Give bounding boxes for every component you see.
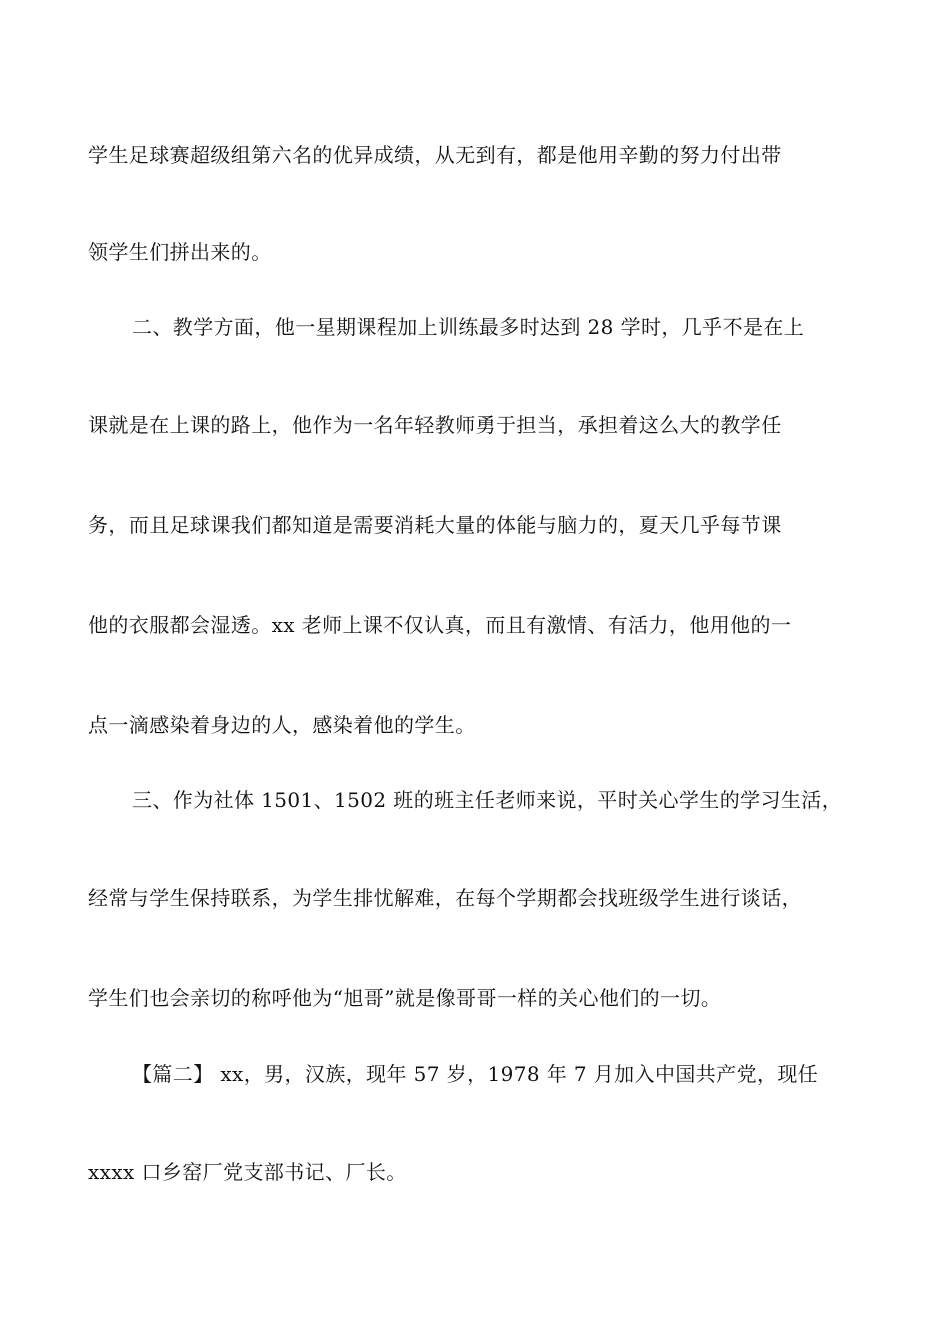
paragraph-2-line-1: 二、教学方面，他一星期课程加上训练最多时达到 28 学时，几乎不是在上	[132, 315, 805, 339]
text-line-5: 务，而且足球课我们都知道是需要消耗大量的体能与脑力的，夏天几乎每节课	[88, 513, 782, 537]
section-2-heading-line: 【篇二】 xx，男，汉族，现年 57 岁，1978 年 7 月加入中国共产党，现任	[132, 1062, 819, 1086]
text-line-10: 学生们也会亲切的称呼他为“旭哥”就是像哥哥一样的关心他们的一切。	[88, 986, 722, 1010]
text-line-12: xxxx 口乡窑厂党支部书记、厂长。	[88, 1160, 407, 1184]
text-line-1: 学生足球赛超级组第六名的优异成绩，从无到有，都是他用辛勤的努力付出带	[88, 143, 782, 167]
text-line-4: 课就是在上课的路上，他作为一名年轻教师勇于担当，承担着这么大的教学任	[88, 413, 782, 437]
text-line-6: 他的衣服都会湿透。xx 老师上课不仅认真，而且有激情、有活力，他用他的一	[88, 613, 792, 637]
text-line-7: 点一滴感染着身边的人，感染着他的学生。	[88, 713, 476, 737]
paragraph-3-line-1: 三、作为社体 1501、1502 班的班主任老师来说，平时关心学生的学习生活，	[132, 788, 843, 812]
text-line-9: 经常与学生保持联系，为学生排忧解难，在每个学期都会找班级学生进行谈话，	[88, 886, 802, 910]
text-line-2: 领学生们拼出来的。	[88, 240, 272, 264]
